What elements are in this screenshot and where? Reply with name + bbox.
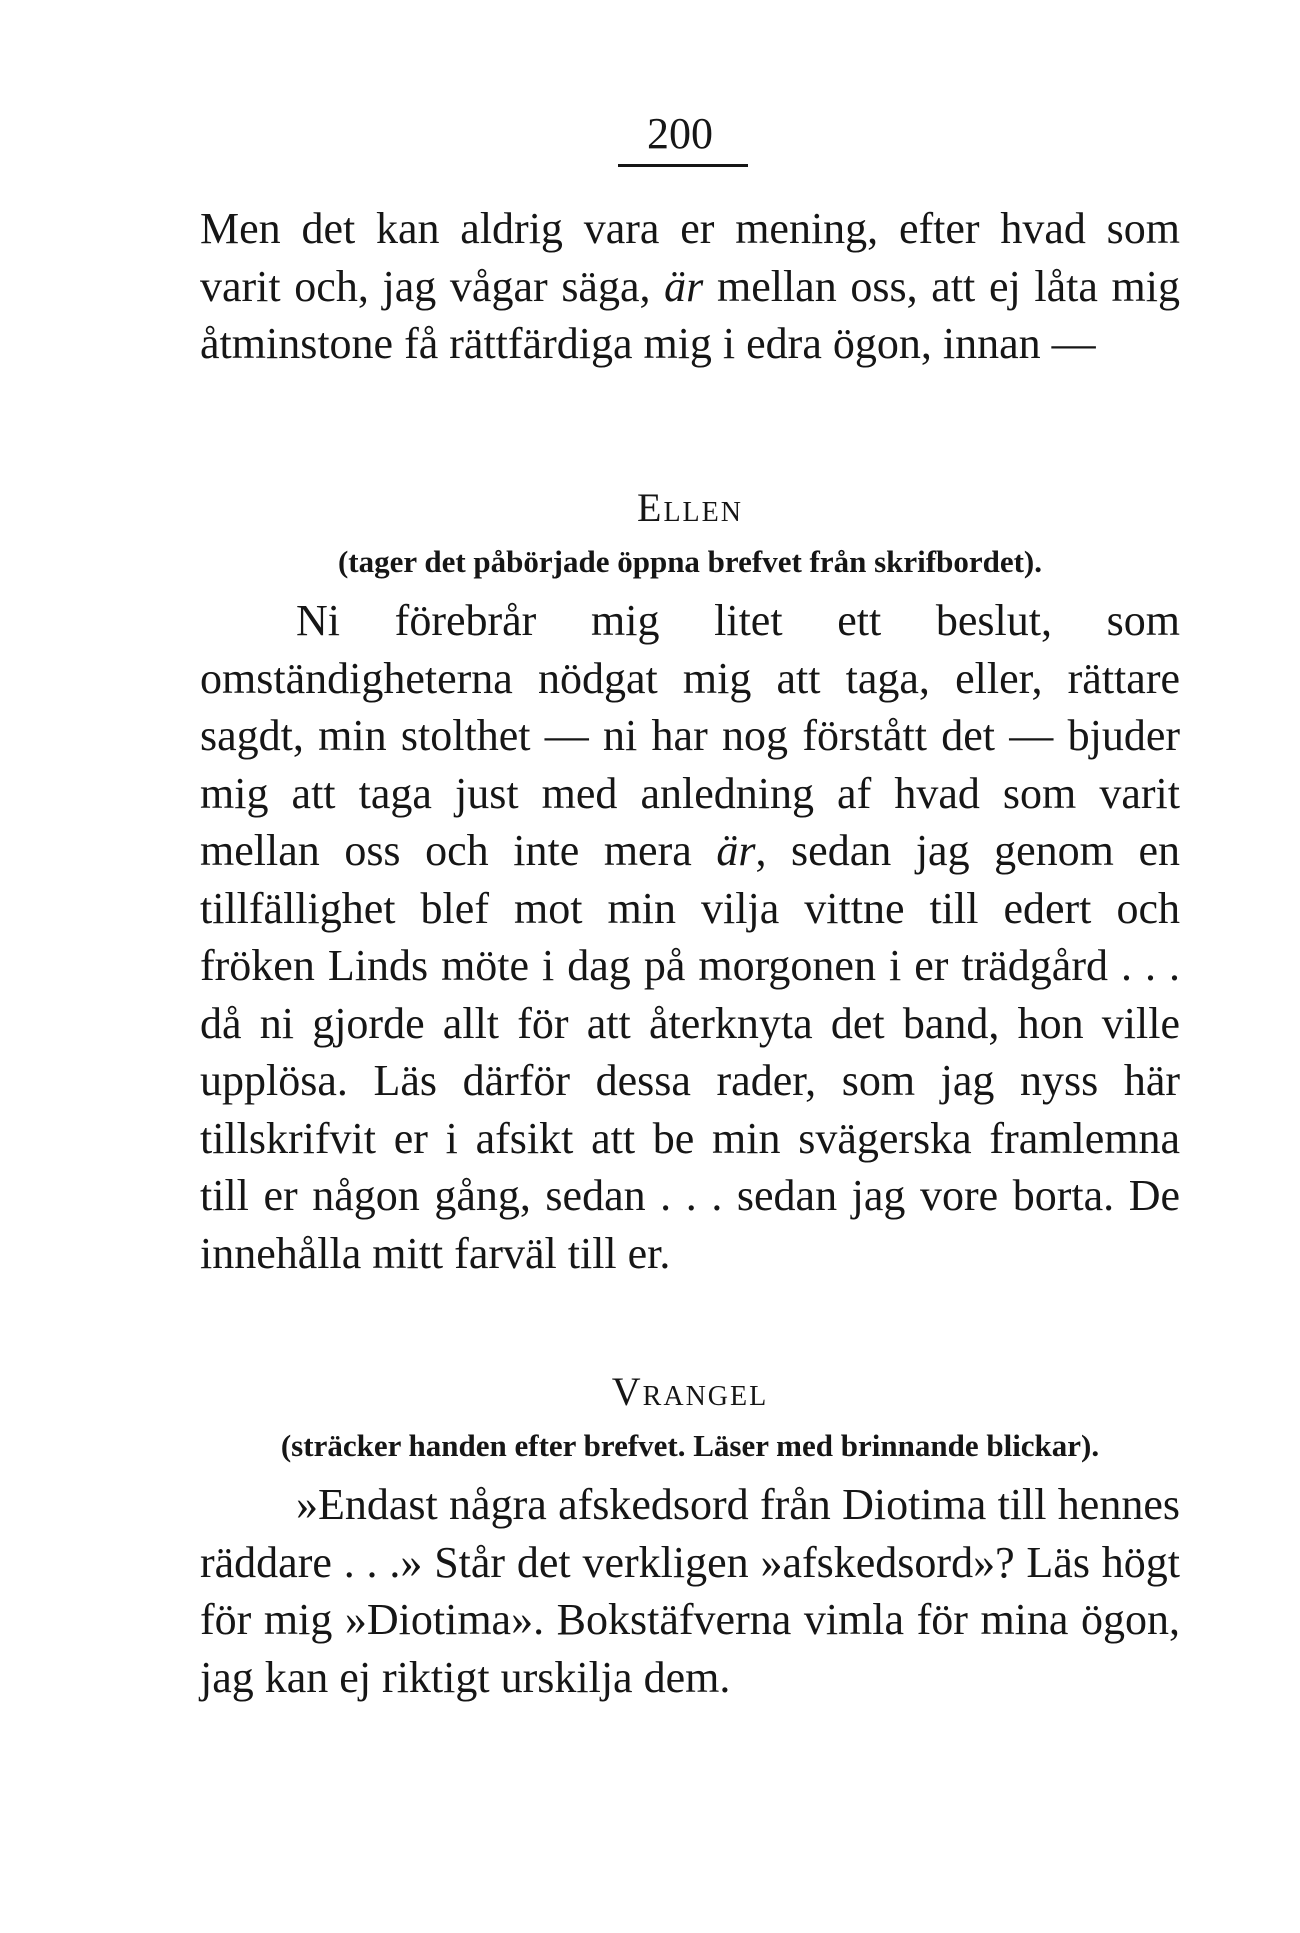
paragraph-continuation — [200, 200, 1180, 373]
paragraph-text — [200, 200, 1180, 373]
speaker-name-ellen: Ellen — [637, 485, 743, 530]
text-segment: »Endast några afskedsord från Diotima till hennes räddare . . .» Står det verkligen »afskedsord»? Läs högt för mig »Diotima». Bokstäfverna vimla för mina ögon, jag kan ej riktigt urskilja dem. — [200, 1480, 1180, 1702]
text-segment: Men det kan aldrig vara er mening, efter hvad som varit och, jag vågar säga, — [200, 204, 1180, 311]
speech-ellen — [200, 592, 1180, 1282]
text-segment: mellan oss, att ej låta mig åtminstone få rättfärdiga mig i edra ögon, innan — — [200, 261, 1180, 368]
speech-text — [200, 592, 1180, 1282]
page-number-underline — [618, 164, 748, 167]
stage-direction-ellen: (tager det påbörjade öppna brefvet från skrifbordet). — [337, 544, 1043, 579]
stage-direction-vrangel: (sträcker handen efter brefvet. Läser med brinnande blickar). — [280, 1428, 1100, 1463]
emphasis-segment: är — [664, 261, 704, 311]
speech-vrangel — [200, 1476, 1180, 1706]
page-number: 200 — [647, 109, 713, 158]
emphasis-segment: är — [716, 826, 756, 875]
text-segment: , sedan jag genom en tillfällighet blef mot min vilja vittne till edert och fröken Linds möte i dag på morgonen i er trädgård . . . då ni gjorde allt för att återknyta det band, hon ville upplösa. Läs därför dessa rader, som jag nyss här tillskrifvit er i afsikt att be min svägerska framlemna till er någon gång, sedan . . . sedan jag vore borta. De innehålla mitt farväl till er. — [200, 826, 1181, 1278]
speech-text — [200, 1476, 1180, 1706]
text-segment: Ni förebrår mig litet ett beslut, som omständigheterna nödgat mig att taga, eller, rättare sagdt, min stolthet — ni har nog förstått det — bjuder mig att taga just med anledning af hvad som varit mellan oss och inte mera — [200, 596, 1180, 875]
speaker-name-vrangel: Vrangel — [611, 1369, 769, 1414]
